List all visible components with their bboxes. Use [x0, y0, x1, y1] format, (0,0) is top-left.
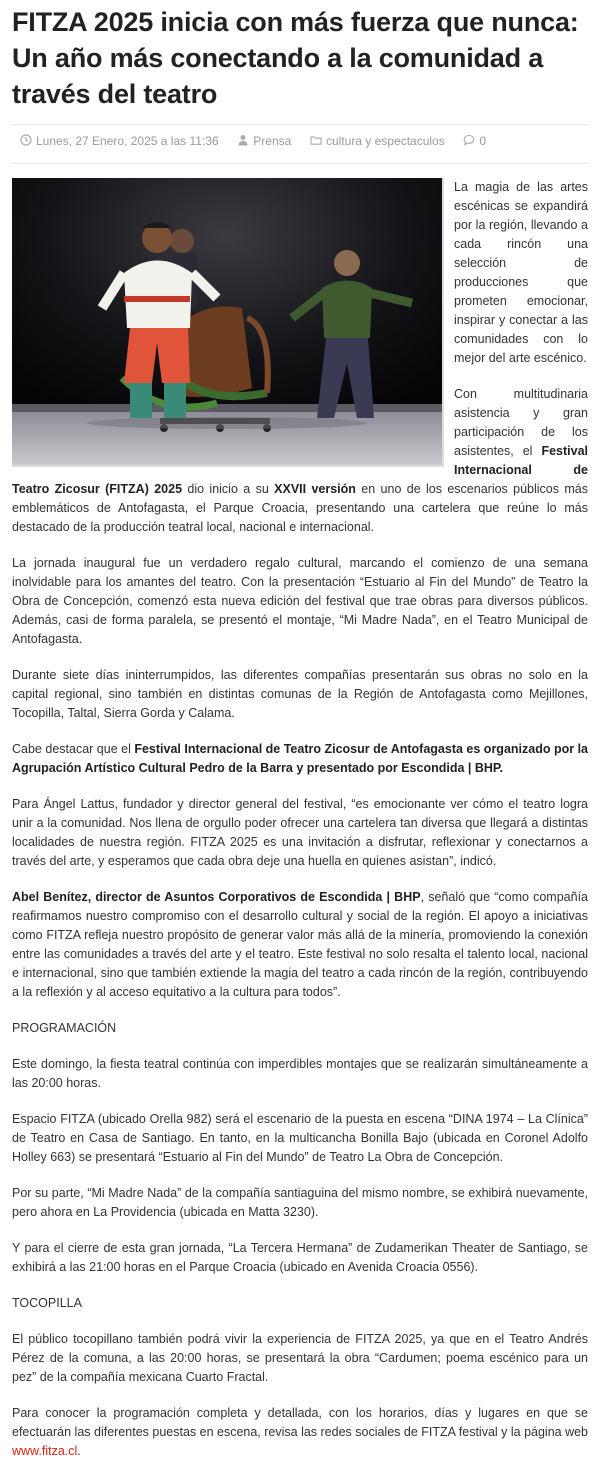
folder-icon [310, 134, 322, 146]
article-date: Lunes, 27 Enero, 2025 a las 11:36 [36, 134, 219, 149]
festival-name: Festival Internacional de Teatro Zicosur (FITZA) 2025 [12, 444, 588, 496]
category-meta[interactable] [310, 131, 445, 150]
article-photo [12, 178, 444, 467]
text-span: Cabe destacar que el [12, 742, 135, 756]
author-meta[interactable] [237, 131, 291, 150]
paragraph-tocopilla: El público tocopillano también podrá vivir la experiencia de FITZA 2025, ya que en el Teatro Andrés Pérez de la comuna, a las 20:00 horas, se presentará la obra “Cardumen; poema escénico para un pez” de la compañía mexicana Cuarto Fractal. [12, 1332, 588, 1384]
paragraph-organizer [12, 740, 588, 778]
article-author[interactable]: Prensa [253, 134, 292, 149]
paragraph-seven-days: Durante siete días ininterrumpidos, las diferentes compañías presentarán sus obras no solo en la capital regional, sino también en distintas comunas de la Región de Antofagasta como Mejillones, Tocopilla, Taltal, Sierra Gorda y Calama. [12, 668, 588, 720]
paragraph-espacio-fitza: Espacio FITZA (ubicado Orella 982) será el escenario de la puesta en escena “DINA 1974 – La Clínica” de Teatro en Casa de Santiago. En tanto, en la multicancha Bonilla Bajo (ubicada en Coronel Adolfo Holley 663) se presentará “Estuario al Fin del Mundo” de Teatro La Obra de Concepción. [12, 1112, 588, 1164]
article-meta [12, 124, 588, 164]
article-category[interactable]: cultura y espectaculos [326, 134, 445, 149]
paragraph-programacion-completa [12, 1404, 588, 1461]
heading-programacion: PROGRAMACIÓN [12, 1021, 117, 1035]
text-span: en uno de los escenarios públicos más emblemáticos de Antofagasta, el Parque Croacia, presentando una cartelera que reúne lo más destacado de la producción teatral local, nacional e internacional. [12, 482, 588, 534]
clock-icon [20, 134, 32, 146]
paragraph-inaugural: La jornada inaugural fue un verdadero regalo cultural, marcando el comienzo de una semana inolvidable para los amantes del teatro. Con la presentación “Estuario al Fin del Mundo” de Teatro la Obra de Concepción, comenzó esta nueva edición del festival que trae obras para diversos públicos. Además, casi de forma paralela, se presentó el montaje, “Mi Madre Nada”, en el Teatro Municipal de Antofagasta. [12, 556, 588, 646]
text-span: . [77, 1444, 81, 1458]
user-icon [237, 134, 249, 146]
paragraph-lattus-quote: Para Ángel Lattus, fundador y director general del festival, “es emocionante ver cómo el teatro logra unir a la comunidad. Nos llena de orgullo poder ofrecer una cartelera tan diversa que llegará a distintas localidades de nuestra región. FITZA 2025 es una invitación a disfrutar, reflexionar y conectarnos a través del arte, y esperamos que cada obra deje una huella en quienes asistan”, indicó. [12, 797, 588, 868]
heading-tocopilla: TOCOPILLA [12, 1296, 82, 1310]
paragraph-intro: La magia de las artes escénicas se expandirá por la región, llevando a cada rincón una selección de producciones que prometen emocionar, inspirar y conectar a las comunidades con lo mejor del arte escénico. [454, 180, 588, 365]
fitza-website-link[interactable]: www.fitza.cl [12, 1444, 78, 1458]
stage-photo-illustration [12, 178, 442, 465]
article-body [12, 178, 588, 1461]
article-title: FITZA 2025 inicia con más fuerza que nunca: Un año más conectando a la comunidad a través del teatro [12, 7, 579, 109]
speaker-name: Abel Benítez, director de Asuntos Corporativos de Escondida | BHP [12, 890, 421, 904]
edition-label: XXVII versión [274, 482, 356, 496]
organizer-text: Festival Internacional de Teatro Zicosur de Antofagasta es organizado por la Agrupación Artístico Cultural Pedro de la Barra y presentado por Escondida | BHP. [12, 742, 588, 775]
comments-meta[interactable] [463, 131, 486, 150]
text-span: , señaló que “como compañía reafirmamos nuestro compromiso con el desarrollo cultural y social de la región. El apoyo a iniciativas como FITZA refleja nuestro propósito de generar valor más allá de la minería, promoviendo la conexión entre las comunidades a través del arte y el teatro. Este festival no solo resalta el talento local, nacional e internacional, sino que también extiende la magia del teatro a cada rincón de la región, contribuyendo a la reflexión y al acceso equitativo a la cultura para todos”. [12, 890, 588, 999]
comment-icon [463, 134, 475, 146]
article-comments-count[interactable]: 0 [479, 134, 487, 149]
text-span: dio inicio a su [182, 482, 275, 496]
text-span: Para conocer la programación completa y detallada, con los horarios, días y lugares en que se efectuarán las diferentes puestas en escena, revisa las redes sociales de FITZA festival y la página web [12, 1406, 589, 1439]
paragraph-cierre: Y para el cierre de esta gran jornada, “La Tercera Hermana” de Zudamerikan Theater de Santiago, se exhibirá a las 21:00 horas en el Parque Croacia (ubicado en Avenida Croacia 0556). [12, 1241, 588, 1274]
paragraph-sunday: Este domingo, la fiesta teatral continúa con imperdibles montajes que se realizarán simultáneamente a las 20:00 horas. [12, 1057, 588, 1090]
paragraph-benitez-quote [12, 888, 588, 1002]
date-meta [20, 131, 219, 150]
text-span: Con multitudinaria asistencia y gran participación de los asistentes, el [454, 387, 588, 458]
paragraph-mi-madre-nada: Por su parte, “Mi Madre Nada” de la compañía santiaguina del mismo nombre, se exhibirá nuevamente, pero ahora en La Providencia (ubicada en Matta 3230). [12, 1186, 588, 1219]
